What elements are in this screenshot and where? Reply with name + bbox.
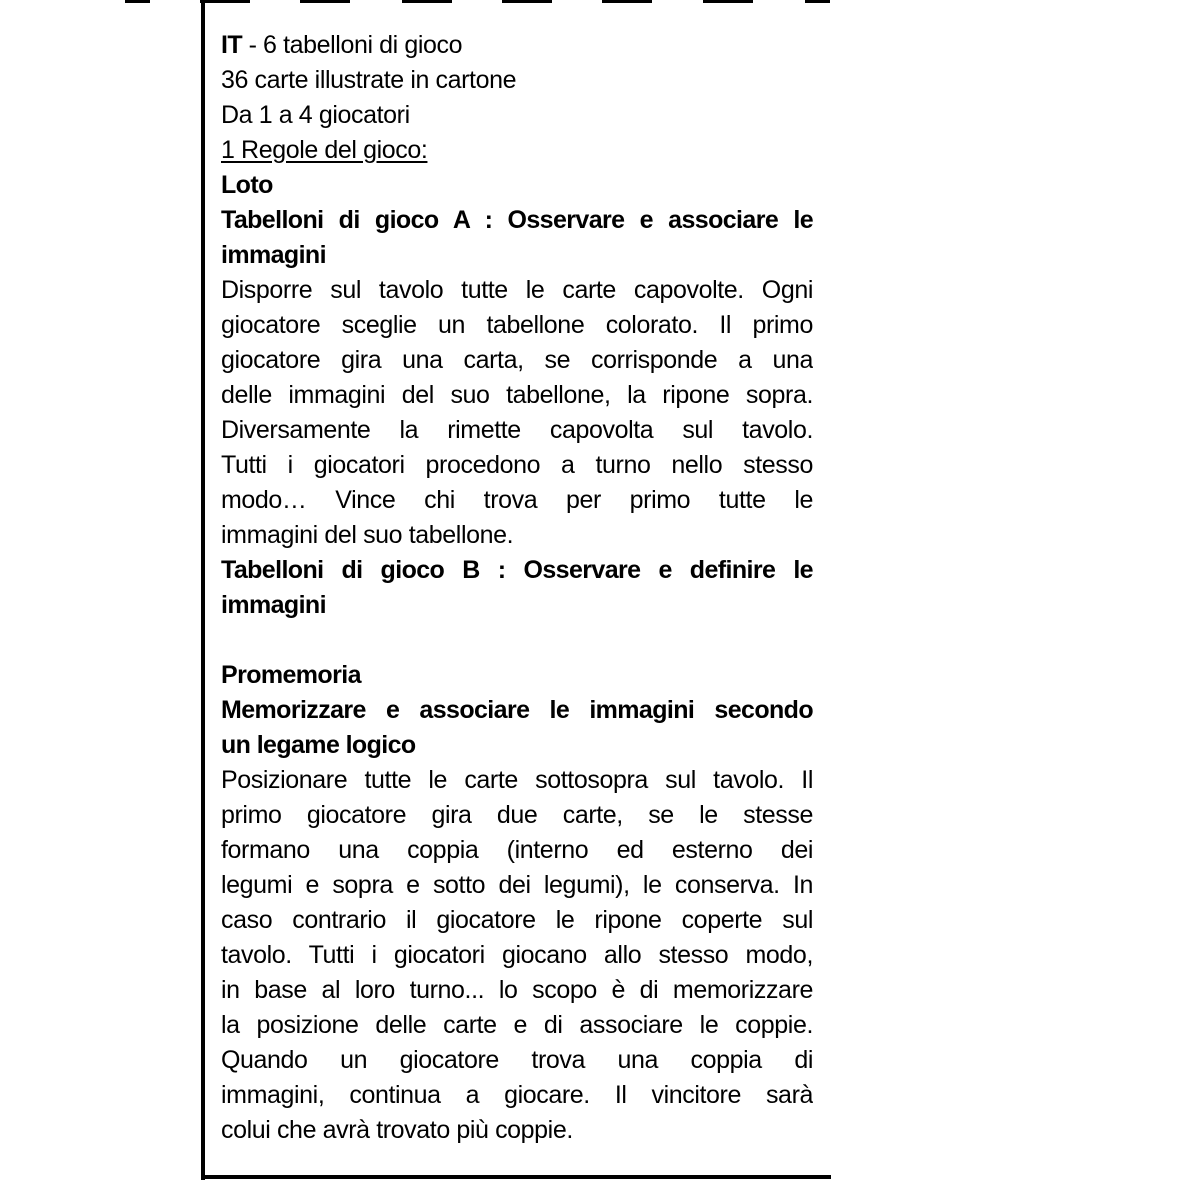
- board-a-heading-line: Tabelloni di gioco A : Osservare e associare le: [221, 206, 813, 234]
- intro-line-players: Da 1 a 4 giocatori: [221, 101, 410, 129]
- intro-line-boards: [221, 28, 813, 63]
- rules-heading: [221, 133, 813, 168]
- memo-body-line: legumi e sopra e sotto dei legumi), le conserva. In: [221, 871, 813, 899]
- section-spacer: [221, 623, 813, 658]
- cut-line-dash: [502, 0, 552, 3]
- board-a-heading-line: immagini: [221, 241, 326, 269]
- board-a-body-line: giocatore sceglie un tabellone colorato. Il primo: [221, 311, 813, 339]
- left-border-rule: [201, 0, 205, 1180]
- cut-line-dash: [200, 0, 250, 3]
- rules-heading-text: 1 Regole del gioco:: [221, 136, 428, 164]
- board-b-heading-line: immagini: [221, 591, 326, 619]
- cut-line-dash: [805, 0, 830, 3]
- memo-body-line: colui che avrà trovato più coppie.: [221, 1116, 573, 1144]
- memo-body-line: formano una coppia (interno ed esterno dei: [221, 836, 813, 864]
- memo-body-line: immagini, continua a giocare. Il vincitore sarà: [221, 1081, 813, 1109]
- cut-line-dash: [402, 0, 452, 3]
- board-a-body-line: giocatore gira una carta, se corrisponde a una: [221, 346, 813, 374]
- language-code: IT: [221, 31, 243, 59]
- board-a-body-line: Tutti i giocatori procedono a turno nello stesso: [221, 451, 813, 479]
- memo-body-line: Quando un giocatore trova una coppia di: [221, 1046, 813, 1074]
- memo-subheading-line: Memorizzare e associare le immagini secondo: [221, 696, 813, 724]
- top-cut-line: [0, 0, 1184, 4]
- cut-line-dash: [125, 0, 150, 3]
- board-a-body-line: immagini del suo tabellone.: [221, 521, 514, 549]
- memo-title: Promemoria: [221, 661, 361, 689]
- board-a-body-line: Disporre sul tavolo tutte le carte capovolte. Ogni: [221, 276, 813, 304]
- memo-body-line: primo giocatore gira due carte, se le stesse: [221, 801, 813, 829]
- board-a-body-line: delle immagini del suo tabellone, la ripone sopra.: [221, 381, 813, 409]
- memo-subheading-line: un legame logico: [221, 731, 416, 759]
- board-a-body-line: modo… Vince chi trova per primo tutte le: [221, 486, 813, 514]
- cut-line-dash: [602, 0, 652, 3]
- intro-line-cards: 36 carte illustrate in cartone: [221, 66, 517, 94]
- board-a-body-line: Diversamente la rimette capovolta sul tavolo.: [221, 416, 813, 444]
- board-b-heading-line: Tabelloni di gioco B : Osservare e definire le: [221, 556, 813, 584]
- bottom-border-rule: [201, 1175, 831, 1179]
- memo-body-line: in base al loro turno... lo scopo è di memorizzare: [221, 976, 813, 1004]
- memo-body-line: la posizione delle carte e di associare le coppie.: [221, 1011, 813, 1039]
- boards-count-text: - 6 tabelloni di gioco: [242, 31, 463, 59]
- memo-body-line: tavolo. Tutti i giocatori giocano allo stesso modo,: [221, 941, 813, 969]
- cut-line-dash: [703, 0, 753, 3]
- loto-title: Loto: [221, 171, 273, 199]
- memo-body-line: Posizionare tutte le carte sottosopra sul tavolo. Il: [221, 766, 813, 794]
- cut-line-dash: [300, 0, 350, 3]
- memo-body-line: caso contrario il giocatore le ripone coperte sul: [221, 906, 813, 934]
- instructions-text: [221, 28, 813, 1148]
